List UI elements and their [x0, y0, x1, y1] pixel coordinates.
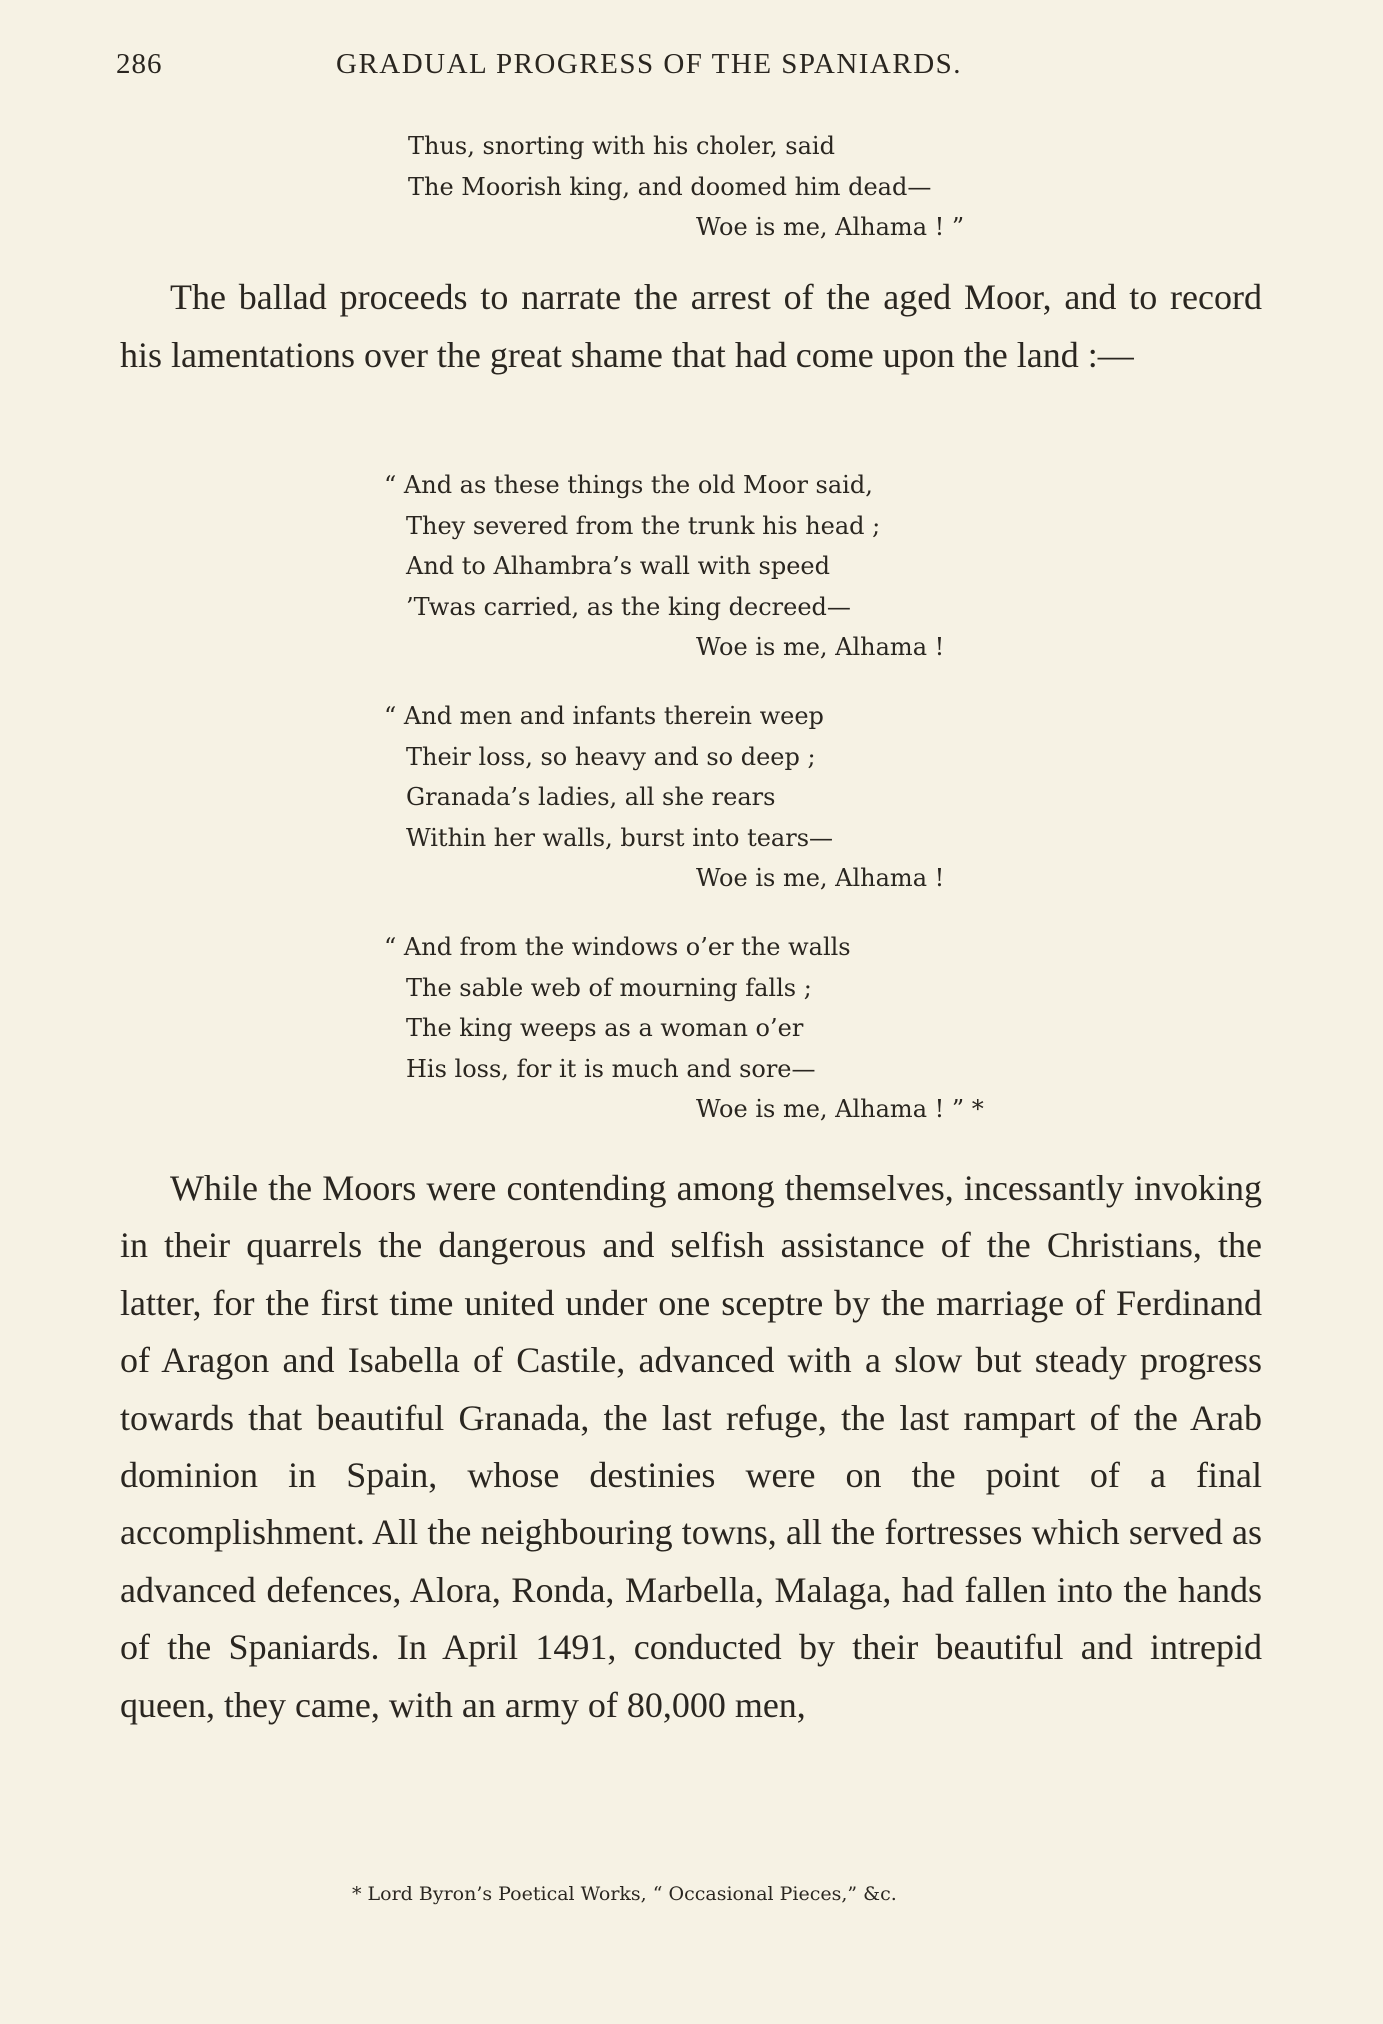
- footnote: * Lord Byron’s Poetical Works, “ Occasional Pieces,” &c.: [352, 1883, 897, 1905]
- verse-line: They severed from the trunk his head ;: [406, 511, 881, 540]
- paragraph-1: [120, 268, 1262, 384]
- verse-refrain: Woe is me, Alhama !: [696, 633, 945, 661]
- verse-line: Their loss, so heavy and so deep ;: [406, 742, 816, 771]
- stanza-3: [384, 927, 984, 1130]
- paragraph-text: The ballad proceeds to narrate the arrest of the aged Moor, and to record his lamentations over the great shame that had come upon the land :—: [120, 277, 1262, 375]
- verse-line: The Moorish king, and doomed him dead—: [408, 172, 932, 201]
- verse-line: “ And as these things the old Moor said,: [384, 471, 873, 499]
- verse-line: Granada’s ladies, all she rears: [406, 783, 776, 811]
- page-number: 286: [116, 48, 163, 80]
- verse-refrain: Woe is me, Alhama ! ” *: [696, 1095, 984, 1123]
- verse-line: His loss, for it is much and sore—: [406, 1054, 816, 1083]
- stanza-1: [384, 465, 944, 668]
- verse-line: And to Alhambra’s wall with speed: [406, 552, 830, 580]
- verse-line: The sable web of mourning falls ;: [406, 973, 812, 1002]
- verse-refrain: Woe is me, Alhama ! ”: [696, 213, 965, 241]
- running-title: GRADUAL PROGRESS OF THE SPANIARDS.: [336, 48, 963, 80]
- verse-top: [408, 126, 964, 248]
- verse-line: “ And from the windows o’er the walls: [384, 933, 851, 961]
- stanza-2: [384, 696, 944, 899]
- verse-refrain: Woe is me, Alhama !: [696, 864, 945, 892]
- verse-line: ’Twas carried, as the king decreed—: [406, 592, 851, 621]
- running-head: [116, 48, 1046, 88]
- verse-line: Thus, snorting with his choler, said: [408, 132, 835, 160]
- paragraph-2: [120, 1160, 1262, 1734]
- verse-line: Within her walls, burst into tears—: [406, 823, 834, 852]
- verse-line: “ And men and infants therein weep: [384, 702, 824, 730]
- paragraph-text: While the Moors were contending among themselves, incessantly invoking in their quarrels the dangerous and selfish assistance of the Christians, the latter, for the first time united under one sceptre by the marriage of Ferdinand of Aragon and Isabella of Castile, advanced with a slow but steady progress towards that beautiful Granada, the last refuge, the last rampart of the Arab dominion in Spain, whose destinies were on the point of a final accomplishment. All the neighbouring towns, all the fortresses which served as advanced defences, Alora, Ronda, Marbella, Malaga, had fallen into the hands of the Spaniards. In April 1491, conducted by their beautiful and intrepid queen, they came, with an army of 80,000 men,: [120, 1168, 1262, 1725]
- verse-line: The king weeps as a woman o’er: [406, 1014, 804, 1042]
